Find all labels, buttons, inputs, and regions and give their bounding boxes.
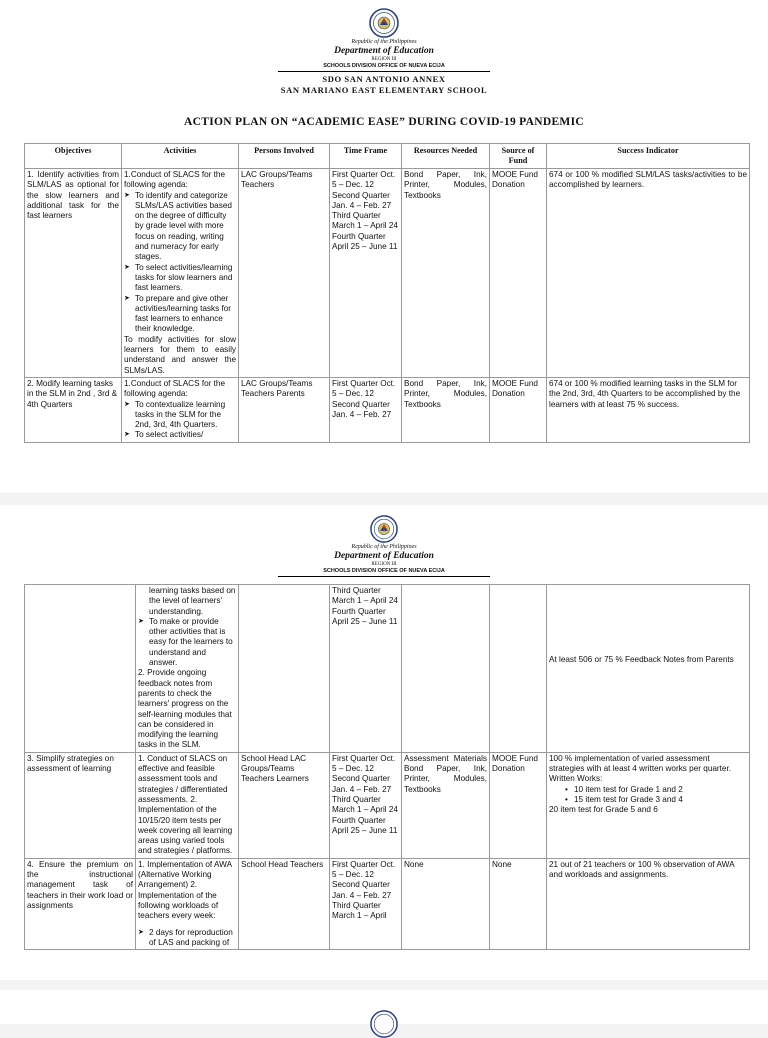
column-header: Source of Fund bbox=[490, 144, 547, 169]
column-header: Activities bbox=[122, 144, 239, 169]
republic-label: Republic of the Philippines bbox=[351, 39, 417, 45]
list-item bbox=[124, 400, 236, 431]
deped-seal-icon bbox=[370, 515, 398, 543]
letterhead bbox=[0, 515, 768, 577]
indicator-cell bbox=[547, 752, 750, 858]
indicator-cell: At least 506 or 75 % Feedback Notes from Parents bbox=[547, 585, 750, 753]
fund-cell: None bbox=[490, 858, 547, 949]
objective-cell bbox=[25, 585, 136, 753]
deped-seal-icon bbox=[370, 1010, 398, 1038]
objective-cell: 3. Simplify strategies on assessment of learning bbox=[25, 752, 136, 858]
resources-cell: Assessment Materials Bond Paper, Ink, Printer, Modules, Textbooks bbox=[402, 752, 490, 858]
timeframe-cell: Third Quarter March 1 – April 24 Fourth Quarter April 25 – June 11 bbox=[330, 585, 402, 753]
arrowhead-bullet-icon: ➤ bbox=[138, 617, 144, 625]
activity-item-text: To prepare and give other activities/learning tasks for fast learners to enhance their knowledge. bbox=[135, 293, 232, 334]
column-header: Objectives bbox=[25, 144, 122, 169]
table-row bbox=[25, 752, 750, 858]
department-name: Department of Education bbox=[334, 551, 434, 561]
arrowhead-bullet-icon: ➤ bbox=[124, 263, 130, 271]
activities-cell bbox=[122, 169, 239, 378]
activities-cell bbox=[122, 377, 239, 442]
timeframe-cell: First Quarter Oct. 5 – Dec. 12 Second Quarter Jan. 4 – Feb. 27 Third Quarter March 1 – April bbox=[330, 858, 402, 949]
indicator-cell: 21 out of 21 teachers or 100 % observation of AWA and workloads and assignments. bbox=[547, 858, 750, 949]
table-row bbox=[25, 377, 750, 442]
republic-label: Republic of the Philippines bbox=[351, 544, 417, 550]
persons-cell: LAC Groups/Teams Teachers bbox=[239, 169, 330, 378]
division-office: SCHOOLS DIVISION OFFICE OF NUEVA ECIJA bbox=[323, 568, 445, 574]
activity-item-text: To select activities/learning tasks for slow learners and fast learners. bbox=[135, 262, 233, 293]
objective-cell: 1. Identify activities from SLM/LAS as optional for the slow learners and additional task for the fast learners bbox=[25, 169, 122, 378]
activities-cell: 1. Conduct of SLACS on effective and feasible assessment tools and strategies / differentiated assessments. 2. Implementation of the 10/15/20 item tests per week covering all learning areas using varied tools and strategies / platforms. bbox=[136, 752, 239, 858]
fund-cell: MOOE Fund Donation bbox=[490, 377, 547, 442]
table-row bbox=[25, 858, 750, 949]
persons-cell: School Head LAC Groups/Teams Teachers Learners bbox=[239, 752, 330, 858]
list-item bbox=[138, 617, 236, 668]
list-item bbox=[124, 430, 236, 440]
activity-item-text: To contextualize learning tasks in the SLM for the 2nd, 3rd, 4th Quarters. bbox=[135, 399, 226, 430]
list-item bbox=[124, 263, 236, 294]
activity-item-text: 2 days for reproduction of LAS and packing of bbox=[149, 927, 233, 947]
column-header: Persons Involved bbox=[239, 144, 330, 169]
dot-bullet-icon: • bbox=[565, 794, 568, 804]
school-name: SAN MARIANO EAST ELEMENTARY SCHOOL bbox=[280, 85, 488, 95]
fund-cell: MOOE Fund Donation bbox=[490, 169, 547, 378]
activity-intro: 1.Conduct of SLACS for the following agenda: bbox=[124, 170, 226, 190]
region-label: REGION III bbox=[371, 562, 397, 567]
indicator-cell: 674 or 100 % modified SLM/LAS tasks/activities to be accomplished by learners. bbox=[547, 169, 750, 378]
document-page-1 bbox=[0, 0, 768, 493]
indicator-intro: 100 % implementation of varied assessment strategies with at least 4 written works per quarter. Written Works: bbox=[549, 753, 732, 784]
dot-bullet-icon: • bbox=[565, 784, 568, 794]
list-item bbox=[565, 785, 747, 795]
indicator-outro: 20 item test for Grade 5 and 6 bbox=[549, 805, 658, 815]
table-row bbox=[25, 585, 750, 753]
column-header: Resources Needed bbox=[402, 144, 490, 169]
deped-seal-icon bbox=[369, 8, 399, 38]
persons-cell: School Head Teachers bbox=[239, 858, 330, 949]
timeframe-cell: First Quarter Oct. 5 – Dec. 12 Second Quarter Jan. 4 – Feb. 27 Third Quarter March 1 – April 24 Fourth Quarter April 25 – June 11 bbox=[330, 752, 402, 858]
indicator-item-text: 10 item test for Grade 1 and 2 bbox=[574, 784, 683, 794]
annex-name: SDO SAN ANTONIO ANNEX bbox=[322, 74, 446, 84]
objective-cell: 4. Ensure the premium on the instructional management task of teachers in their work load or assignments bbox=[25, 858, 136, 949]
activities-cell bbox=[136, 858, 239, 949]
arrowhead-bullet-icon: ➤ bbox=[124, 294, 130, 302]
column-header: Time Frame bbox=[330, 144, 402, 169]
action-plan-table-continued bbox=[24, 584, 750, 950]
arrowhead-bullet-icon: ➤ bbox=[138, 928, 144, 936]
resources-cell: Bond Paper, Ink, Printer, Modules, Textbooks bbox=[402, 377, 490, 442]
persons-cell bbox=[239, 585, 330, 753]
timeframe-cell: First Quarter Oct. 5 – Dec. 12 Second Quarter Jan. 4 – Feb. 27 Third Quarter March 1 – April 24 Fourth Quarter April 25 – June 11 bbox=[330, 169, 402, 378]
activity-intro: 1. Implementation of AWA (Alternative Working Arrangement) 2. Implementation of the following workloads of teachers every week: bbox=[138, 859, 232, 921]
document-title: ACTION PLAN ON “ACADEMIC EASE” DURING COVID-19 PANDEMIC bbox=[184, 116, 584, 128]
list-item bbox=[565, 795, 747, 805]
action-plan-table bbox=[24, 143, 750, 443]
activity-continued: learning tasks based on the level of learners' understanding. bbox=[149, 586, 236, 616]
region-label: REGION III bbox=[371, 57, 397, 62]
activity-outro: To modify activities for slow learners for them to easily understand and answer the SLMs/LAS. bbox=[124, 334, 236, 375]
activity-item-text: To identify and categorize SLMs/LAS activities based on the degree of difficulty by grade level with more focus on reading, writing and numeracy for early stages. bbox=[135, 190, 232, 262]
arrowhead-bullet-icon: ➤ bbox=[124, 400, 130, 408]
document-page-3 bbox=[0, 990, 768, 1024]
department-name: Department of Education bbox=[334, 46, 434, 56]
arrowhead-bullet-icon: ➤ bbox=[124, 191, 130, 199]
list-item bbox=[138, 928, 236, 949]
resources-cell: None bbox=[402, 858, 490, 949]
letterhead bbox=[0, 8, 768, 96]
table-header-row bbox=[25, 144, 750, 169]
fund-cell: MOOE Fund Donation bbox=[490, 752, 547, 858]
division-office: SCHOOLS DIVISION OFFICE OF NUEVA ECIJA bbox=[323, 63, 445, 69]
resources-cell: Bond Paper, Ink, Printer, Modules, Textbooks bbox=[402, 169, 490, 378]
timeframe-cell: First Quarter Oct. 5 – Dec. 12 Second Quarter Jan. 4 – Feb. 27 bbox=[330, 377, 402, 442]
list-item bbox=[124, 191, 236, 263]
resources-cell bbox=[402, 585, 490, 753]
fund-cell bbox=[490, 585, 547, 753]
arrowhead-bullet-icon: ➤ bbox=[124, 431, 130, 439]
document-page-2 bbox=[0, 505, 768, 980]
activity-intro: 1.Conduct of SLACS for the following agenda: bbox=[124, 378, 226, 399]
header-rule bbox=[278, 71, 490, 72]
activity-item-text: To make or provide other activities that is easy for the learners to understand and answer. bbox=[149, 616, 233, 668]
objective-cell: 2. Modify learning tasks in the SLM in 2nd , 3rd & 4th Quarters bbox=[25, 377, 122, 442]
indicator-item-text: 15 item test for Grade 3 and 4 bbox=[574, 794, 683, 804]
list-item bbox=[124, 294, 236, 335]
column-header: Success Indicator bbox=[547, 144, 750, 169]
table-row bbox=[25, 169, 750, 378]
indicator-cell: 674 or 100 % modified learning tasks in the SLM for the 2nd, 3rd, 4th Quarters to be accomplished by the learners with at least 75 % success. bbox=[547, 377, 750, 442]
header-rule bbox=[278, 576, 490, 577]
persons-cell: LAC Groups/Teams Teachers Parents bbox=[239, 377, 330, 442]
activities-cell bbox=[136, 585, 239, 753]
activity-item-text: To select activities/ bbox=[135, 430, 204, 440]
activity-outro: 2. Provide ongoing feedback notes from parents to check the learners' progress on the self-learning modules that can be considered in modifying the learning tasks in the SLM. bbox=[138, 668, 232, 750]
